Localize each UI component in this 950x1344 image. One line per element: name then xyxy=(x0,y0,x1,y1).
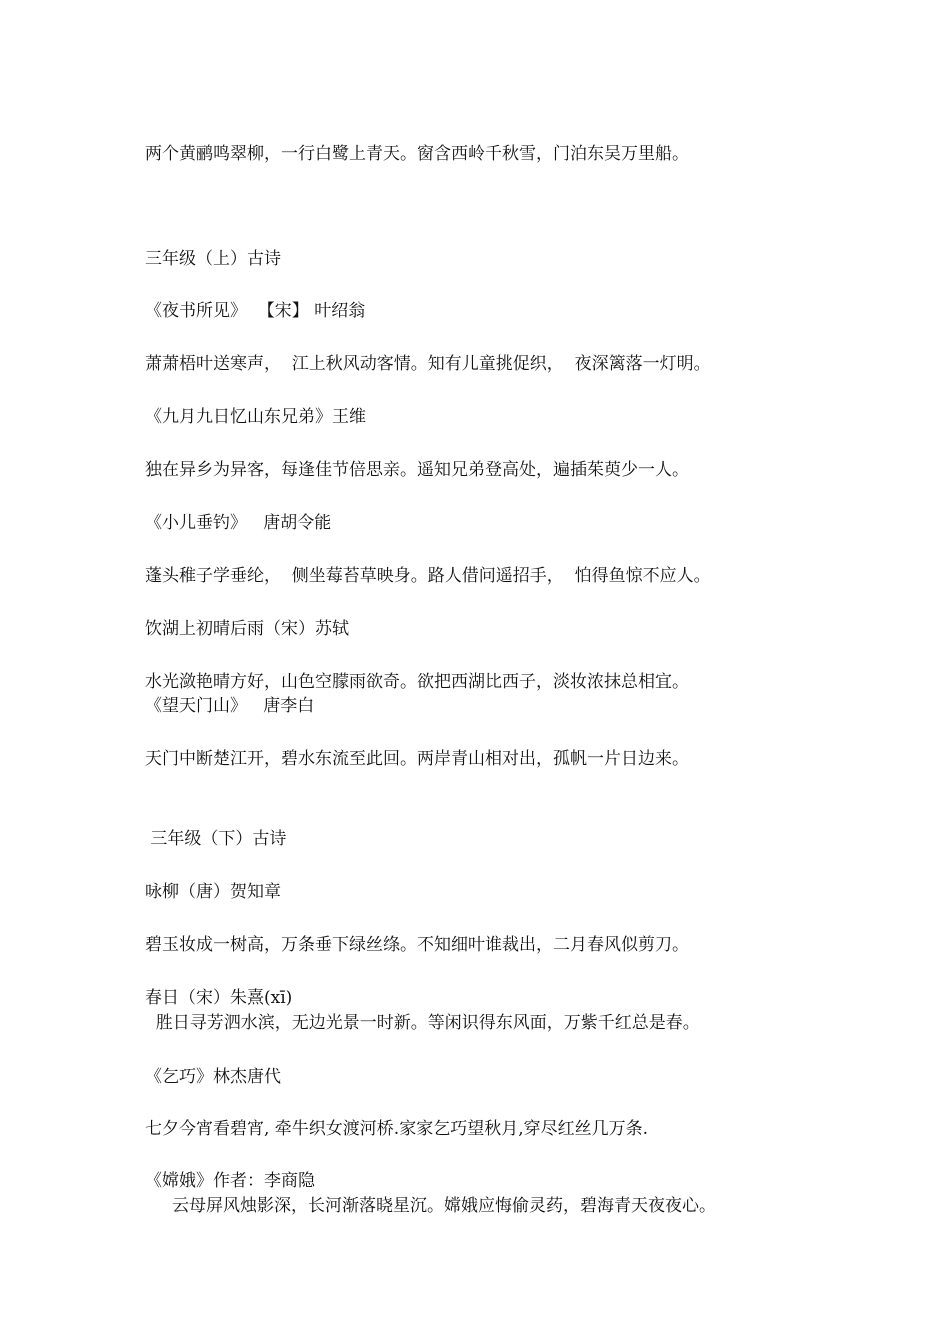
poem-text-yongliu: 碧玉妆成一树高，万条垂下绿丝绦。不知细叶谁裁出，二月春风似剪刀。 xyxy=(145,935,689,955)
poem-title-yongliu: 咏柳（唐）贺知章 xyxy=(145,882,281,902)
poem-title-qiqiao: 《乞巧》林杰唐代 xyxy=(145,1067,281,1087)
poem-title-wangtianmen: 《望天门山》 唐李白 xyxy=(145,696,315,716)
poem-text-wangtianmen: 天门中断楚江开，碧水东流至此回。两岸青山相对出，孤帆一片日边来。 xyxy=(145,749,689,769)
poem-text-jiuyue: 独在异乡为异客，每逢佳节倍思亲。遥知兄弟登高处，遍插茱萸少一人。 xyxy=(145,460,689,480)
poem-text-chunri: 胜日寻芳泗水滨，无边光景一时新。等闲识得东风面，万紫千红总是春。 xyxy=(145,1013,700,1033)
poem-title-chunri: 春日（宋）朱熹(xī) xyxy=(145,988,293,1008)
poem-text-yinhu: 水光潋艳晴方好，山色空朦雨欲奇。欲把西湖比西子，淡妆浓抹总相宜。 xyxy=(145,672,689,692)
poem-title-change: 《嫦娥》作者：李商隐 xyxy=(145,1171,315,1191)
poem-title-yeshu: 《夜书所见》 【宋】 叶绍翁 xyxy=(145,301,366,321)
poem-title-jiuyue: 《九月九日忆山东兄弟》王维 xyxy=(145,407,366,427)
poem-text-xiaoer: 蓬头稚子学垂纶， 侧坐莓苔草映身。路人借问遥招手， 怕得鱼惊不应人。 xyxy=(145,566,711,586)
poem-title-xiaoer: 《小儿垂钓》 唐胡令能 xyxy=(145,513,332,533)
section-heading-grade3-first: 三年级（上）古诗 xyxy=(145,249,281,269)
poem-text-yeshu: 萧萧梧叶送寒声， 江上秋风动客情。知有儿童挑促织， 夜深篱落一灯明。 xyxy=(145,354,711,374)
poem-text-qiqiao: 七夕今宵看碧宵, 牵牛织女渡河桥.家家乞巧望秋月,穿尽红丝几万条. xyxy=(145,1119,649,1139)
section-heading-grade3-second: 三年级（下）古诗 xyxy=(145,829,287,849)
poem-text-change: 云母屏风烛影深，长河渐落晓星沉。嫦娥应悔偷灵药，碧海青天夜夜心。 xyxy=(145,1196,717,1216)
poem-title-yinhu: 饮湖上初晴后雨（宋）苏轼 xyxy=(145,619,349,639)
poem-line-bird: 两个黄鹂鸣翠柳，一行白鹭上青天。窗含西岭千秋雪，门泊东吴万里船。 xyxy=(145,144,689,164)
